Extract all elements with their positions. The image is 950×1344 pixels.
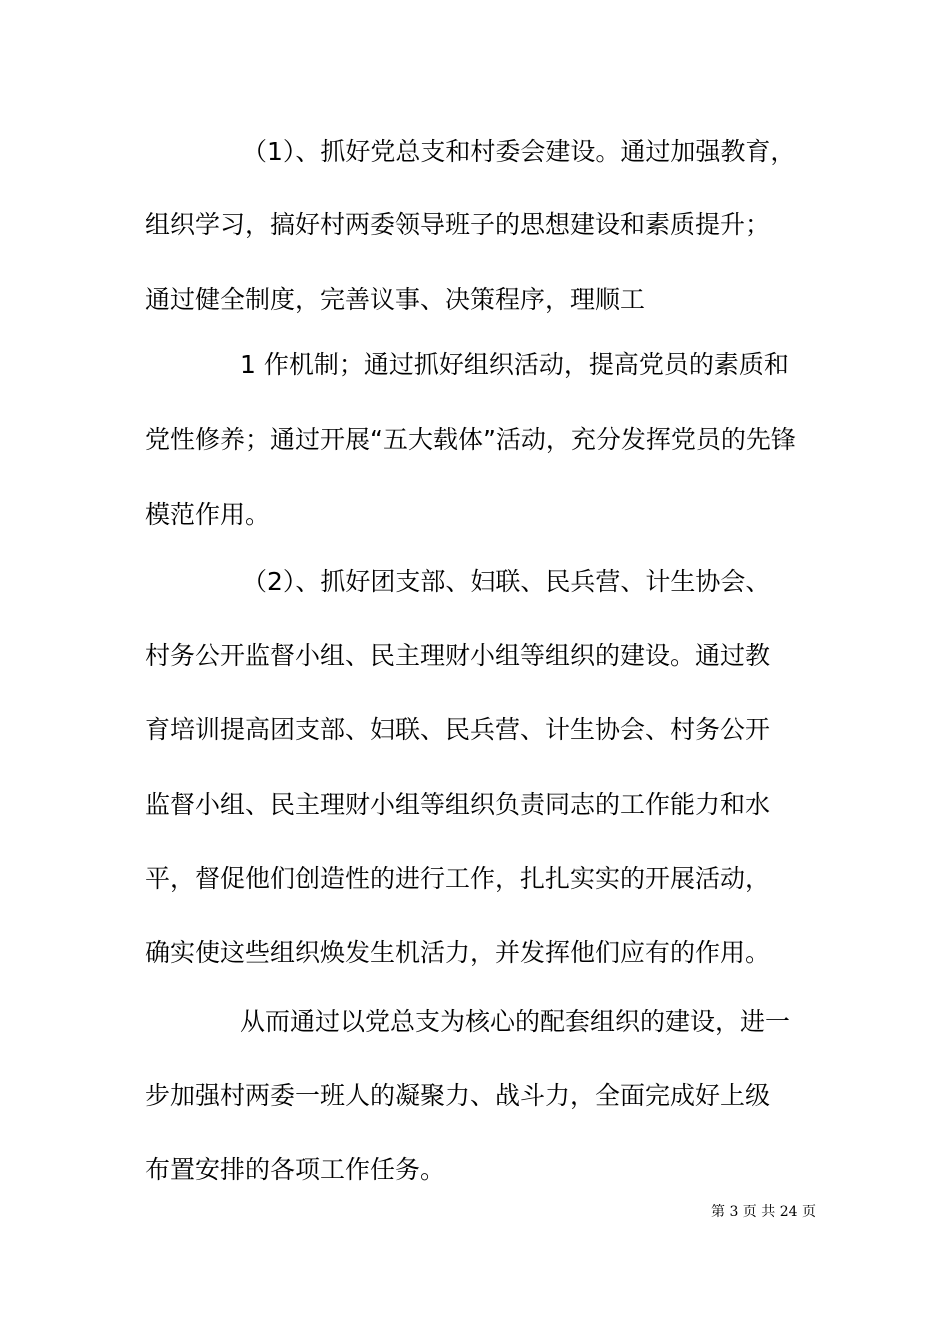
paragraph-line: 确实使这些组织焕发生机活力，并发挥他们应有的作用。 [145, 938, 771, 967]
paragraph-line: 组织学习，搞好村两委领导班子的思想建设和素质提升； [145, 210, 771, 239]
paragraph-line: 从而通过以党总支为核心的配套组织的建设，进一 [240, 1007, 791, 1036]
paragraph-line: 监督小组、民主理财小组等组织负责同志的工作能力和水 [145, 790, 771, 819]
paragraph-line: 1 作机制；通过抓好组织活动，提高党员的素质和 [240, 350, 789, 379]
paragraph-line: 村务公开监督小组、民主理财小组等组织的建设。通过教 [145, 641, 771, 670]
paragraph-line: （2）、抓好团支部、妇联、民兵营、计生协会、 [242, 567, 771, 596]
paragraph-line: 模范作用。 [145, 500, 271, 529]
paragraph-line: 通过健全制度，完善议事、决策程序，理顺工 [145, 285, 646, 314]
page-number-footer: 第 3 页 共 24 页 [711, 1204, 816, 1220]
paragraph-line: 步加强村两委一班人的凝聚力、战斗力，全面完成好上级 [145, 1081, 771, 1110]
paragraph-line: 平，督促他们创造性的进行工作，扎扎实实的开展活动， [145, 864, 771, 893]
paragraph-line: 党性修养；通过开展“五大载体”活动，充分发挥党员的先锋 [145, 425, 796, 454]
paragraph-line: （1）、抓好党总支和村委会建设。通过加强教育， [242, 137, 796, 166]
paragraph-line: 布置安排的各项工作任务。 [145, 1155, 446, 1184]
paragraph-line: 育培训提高团支部、妇联、民兵营、计生协会、村务公开 [145, 715, 771, 744]
